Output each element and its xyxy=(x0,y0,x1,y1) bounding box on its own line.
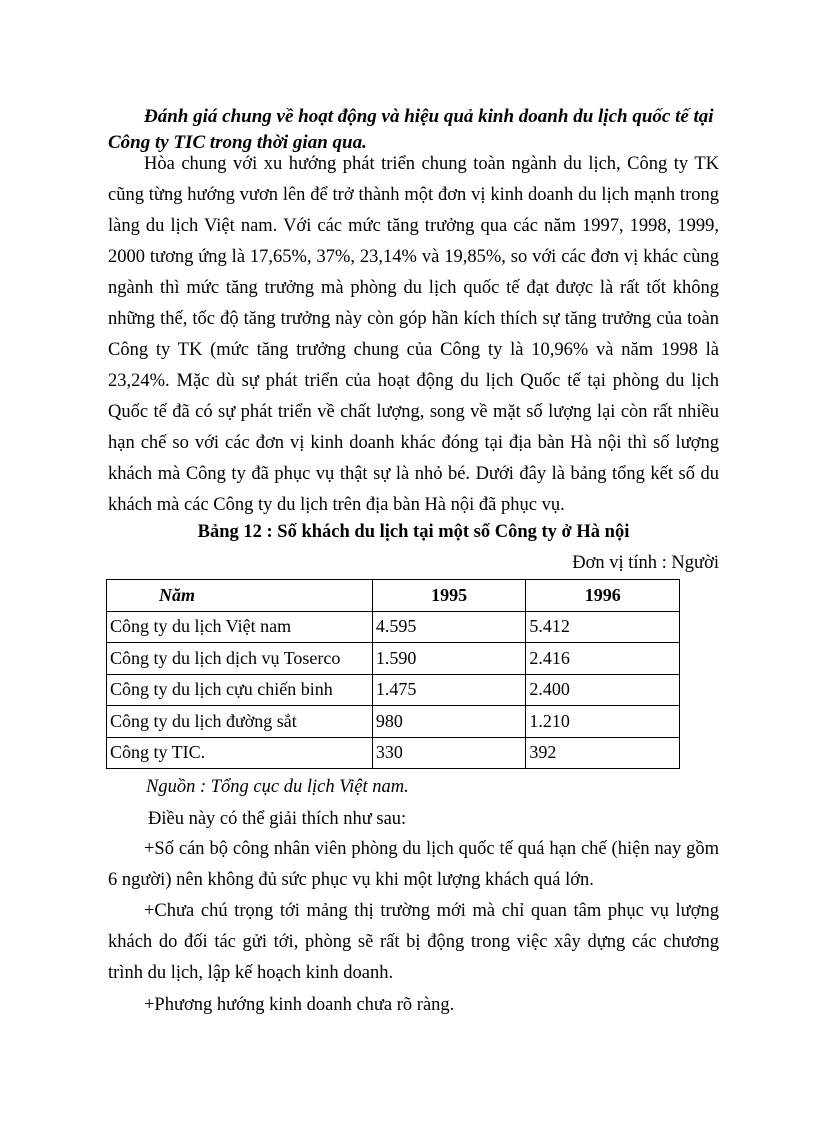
company-name: Công ty du lịch dịch vụ Toserco xyxy=(107,643,373,675)
table-title: Bảng 12 : Số khách du lịch tại một số Công ty ở Hà nội xyxy=(197,522,630,542)
section-heading: Đánh giá chung về hoạt động và hiệu quả kinh doanh du lịch quốc tế tại Công ty TIC trong thời gian qua. xyxy=(108,106,714,153)
explanation-intro: Điều này có thể giải thích như sau: xyxy=(148,809,407,829)
header-1996: 1996 xyxy=(526,580,680,612)
intro-paragraph: Hòa chung với xu hướng phát triển chung toàn ngành du lịch, Công ty TK cũng từng hướng vươn lên để trở thành một đơn vị kinh doanh du lịch mạnh trong làng du lịch Việt nam. Với các mức tăng trưởng qua các năm 1997, 1998, 1999, 2000 tương ứng là 17,65%, 37%, 23,14% và 19,85%, so với các đơn vị khác cùng ngành thì mức tăng trưởng mà phòng du lịch quốc tế đạt được là rất tốt không những thế, tốc độ tăng trưởng này còn góp hần kích thích sự tăng trưởng của toàn Công ty TK (mức tăng trưởng chung của Công ty là 10,96% và năm 1998 là 23,24%. Mặc dù sự phát triển của hoạt động du lịch Quốc tế tại phòng du lịch Quốc tế đã có sự phát triển về chất lượng, song về mặt số lượng lại còn rất nhiều hạn chế so với các đơn vị kinh doanh khác đóng tại địa bàn Hà nội thì số lượng khách mà Công ty đã phục vụ thật sự là nhỏ bé. Dưới đây là bảng tổng kết số du khách mà các Công ty du lịch trên địa bàn Hà nội đã phục vụ. xyxy=(108,154,719,515)
point-direction: +Phương hướng kinh doanh chưa rõ ràng. xyxy=(144,995,455,1015)
table-row xyxy=(107,706,680,738)
header-year-label: Năm xyxy=(107,580,373,612)
value-1996: 5.412 xyxy=(526,611,680,643)
value-1995: 4.595 xyxy=(372,611,526,643)
visitor-table xyxy=(106,579,680,769)
value-1996: 392 xyxy=(526,737,680,769)
table-unit: Đơn vị tính : Người xyxy=(572,553,719,573)
table-row xyxy=(107,643,680,675)
value-1996: 2.400 xyxy=(526,674,680,706)
table-row xyxy=(107,737,680,769)
company-name: Công ty TIC. xyxy=(107,737,373,769)
point-staff: +Số cán bộ công nhân viên phòng du lịch quốc tế quá hạn chế (hiện nay gồm 6 người) nên không đủ sức phục vụ khi một lượng khách quá lớn. xyxy=(108,839,719,890)
header-1995: 1995 xyxy=(372,580,526,612)
value-1995: 1.475 xyxy=(372,674,526,706)
table-row xyxy=(107,611,680,643)
company-name: Công ty du lịch đường sắt xyxy=(107,706,373,738)
value-1996: 2.416 xyxy=(526,643,680,675)
value-1995: 980 xyxy=(372,706,526,738)
table-row xyxy=(107,674,680,706)
point-market: +Chưa chú trọng tới mảng thị trường mới mà chỉ quan tâm phục vụ lượng khách do đối tác gửi tới, phòng sẽ rất bị động trong việc xây dựng các chương trình du lịch, lập kế hoạch kinh doanh. xyxy=(108,901,719,983)
company-name: Công ty du lịch cựu chiến binh xyxy=(107,674,373,706)
value-1996: 1.210 xyxy=(526,706,680,738)
value-1995: 1.590 xyxy=(372,643,526,675)
value-1995: 330 xyxy=(372,737,526,769)
table-source: Nguồn : Tổng cục du lịch Việt nam. xyxy=(146,777,409,797)
table-header-row xyxy=(107,580,680,612)
company-name: Công ty du lịch Việt nam xyxy=(107,611,373,643)
